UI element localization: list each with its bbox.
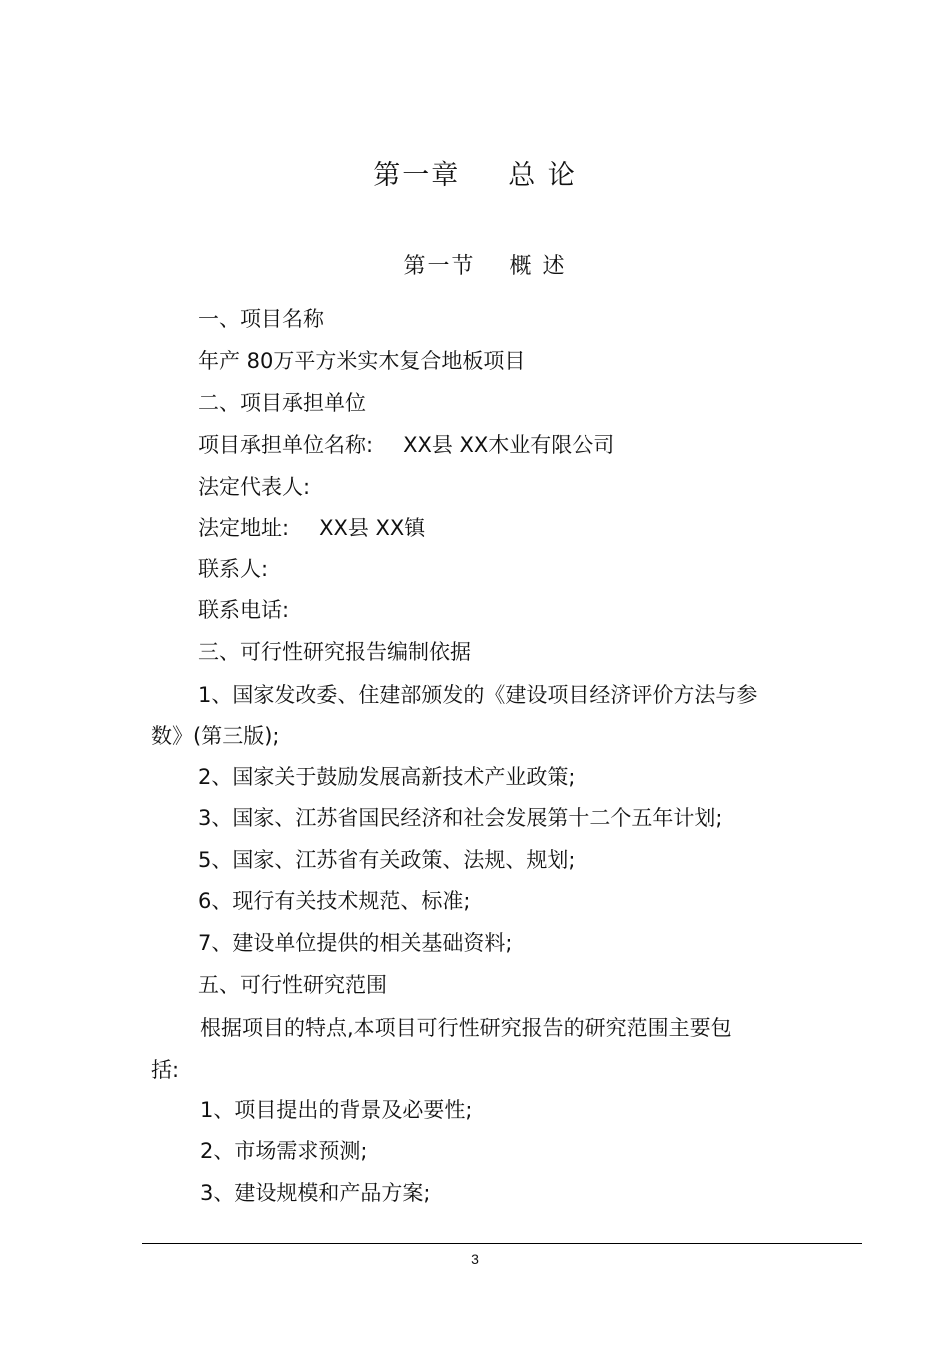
chapter-name: 总 论 xyxy=(508,160,577,191)
page-number: 3 xyxy=(471,1251,479,1267)
basis-item-2: 2、国家关于鼓励发展高新技术产业政策; xyxy=(198,765,576,789)
heading-scope: 五、可行性研究范围 xyxy=(198,973,387,997)
address-label: 法定地址: xyxy=(198,516,290,540)
legal-representative-label: 法定代表人: xyxy=(198,475,311,499)
basis-item-5: 5、国家、江苏省有关政策、法规、规划; xyxy=(198,848,576,872)
heading-project-unit: 二、项目承担单位 xyxy=(198,391,366,415)
heading-basis: 三、可行性研究报告编制依据 xyxy=(198,640,471,664)
scope-item-3: 3、建设规模和产品方案; xyxy=(200,1181,431,1205)
project-name-text: 年产 80万平方米实木复合地板项目 xyxy=(198,349,526,373)
basis-item-1-line1: 1、国家发改委、住建部颁发的《建设项目经济评价方法与参 xyxy=(198,683,758,707)
address-value: XX县 XX镇 xyxy=(319,516,426,540)
unit-name-label: 项目承担单位名称: xyxy=(198,433,374,457)
section-number: 第一节 xyxy=(403,254,476,279)
chapter-title xyxy=(0,158,950,194)
scope-item-1: 1、项目提出的背景及必要性; xyxy=(200,1098,473,1122)
basis-item-7: 7、建设单位提供的相关基础资料; xyxy=(198,931,513,955)
heading-project-name: 一、项目名称 xyxy=(198,307,324,331)
address-line xyxy=(198,513,425,543)
unit-name-value: XX县 XX木业有限公司 xyxy=(403,433,615,457)
section-name: 概 述 xyxy=(509,254,567,279)
basis-item-6: 6、现行有关技术规范、标准; xyxy=(198,889,471,913)
scope-item-2: 2、市场需求预测; xyxy=(200,1139,368,1163)
scope-intro-line2: 括: xyxy=(151,1058,180,1082)
section-title xyxy=(0,252,950,282)
phone-label: 联系电话: xyxy=(198,598,290,622)
basis-item-1-line2: 数》(第三版); xyxy=(151,724,280,748)
basis-item-3: 3、国家、江苏省国民经济和社会发展第十二个五年计划; xyxy=(198,806,723,830)
scope-intro-line1: 根据项目的特点,本项目可行性研究报告的研究范围主要包 xyxy=(200,1016,732,1040)
chapter-number: 第一章 xyxy=(373,160,461,191)
contact-label: 联系人: xyxy=(198,557,269,581)
footer-divider xyxy=(142,1243,862,1244)
unit-name-line xyxy=(198,430,614,460)
